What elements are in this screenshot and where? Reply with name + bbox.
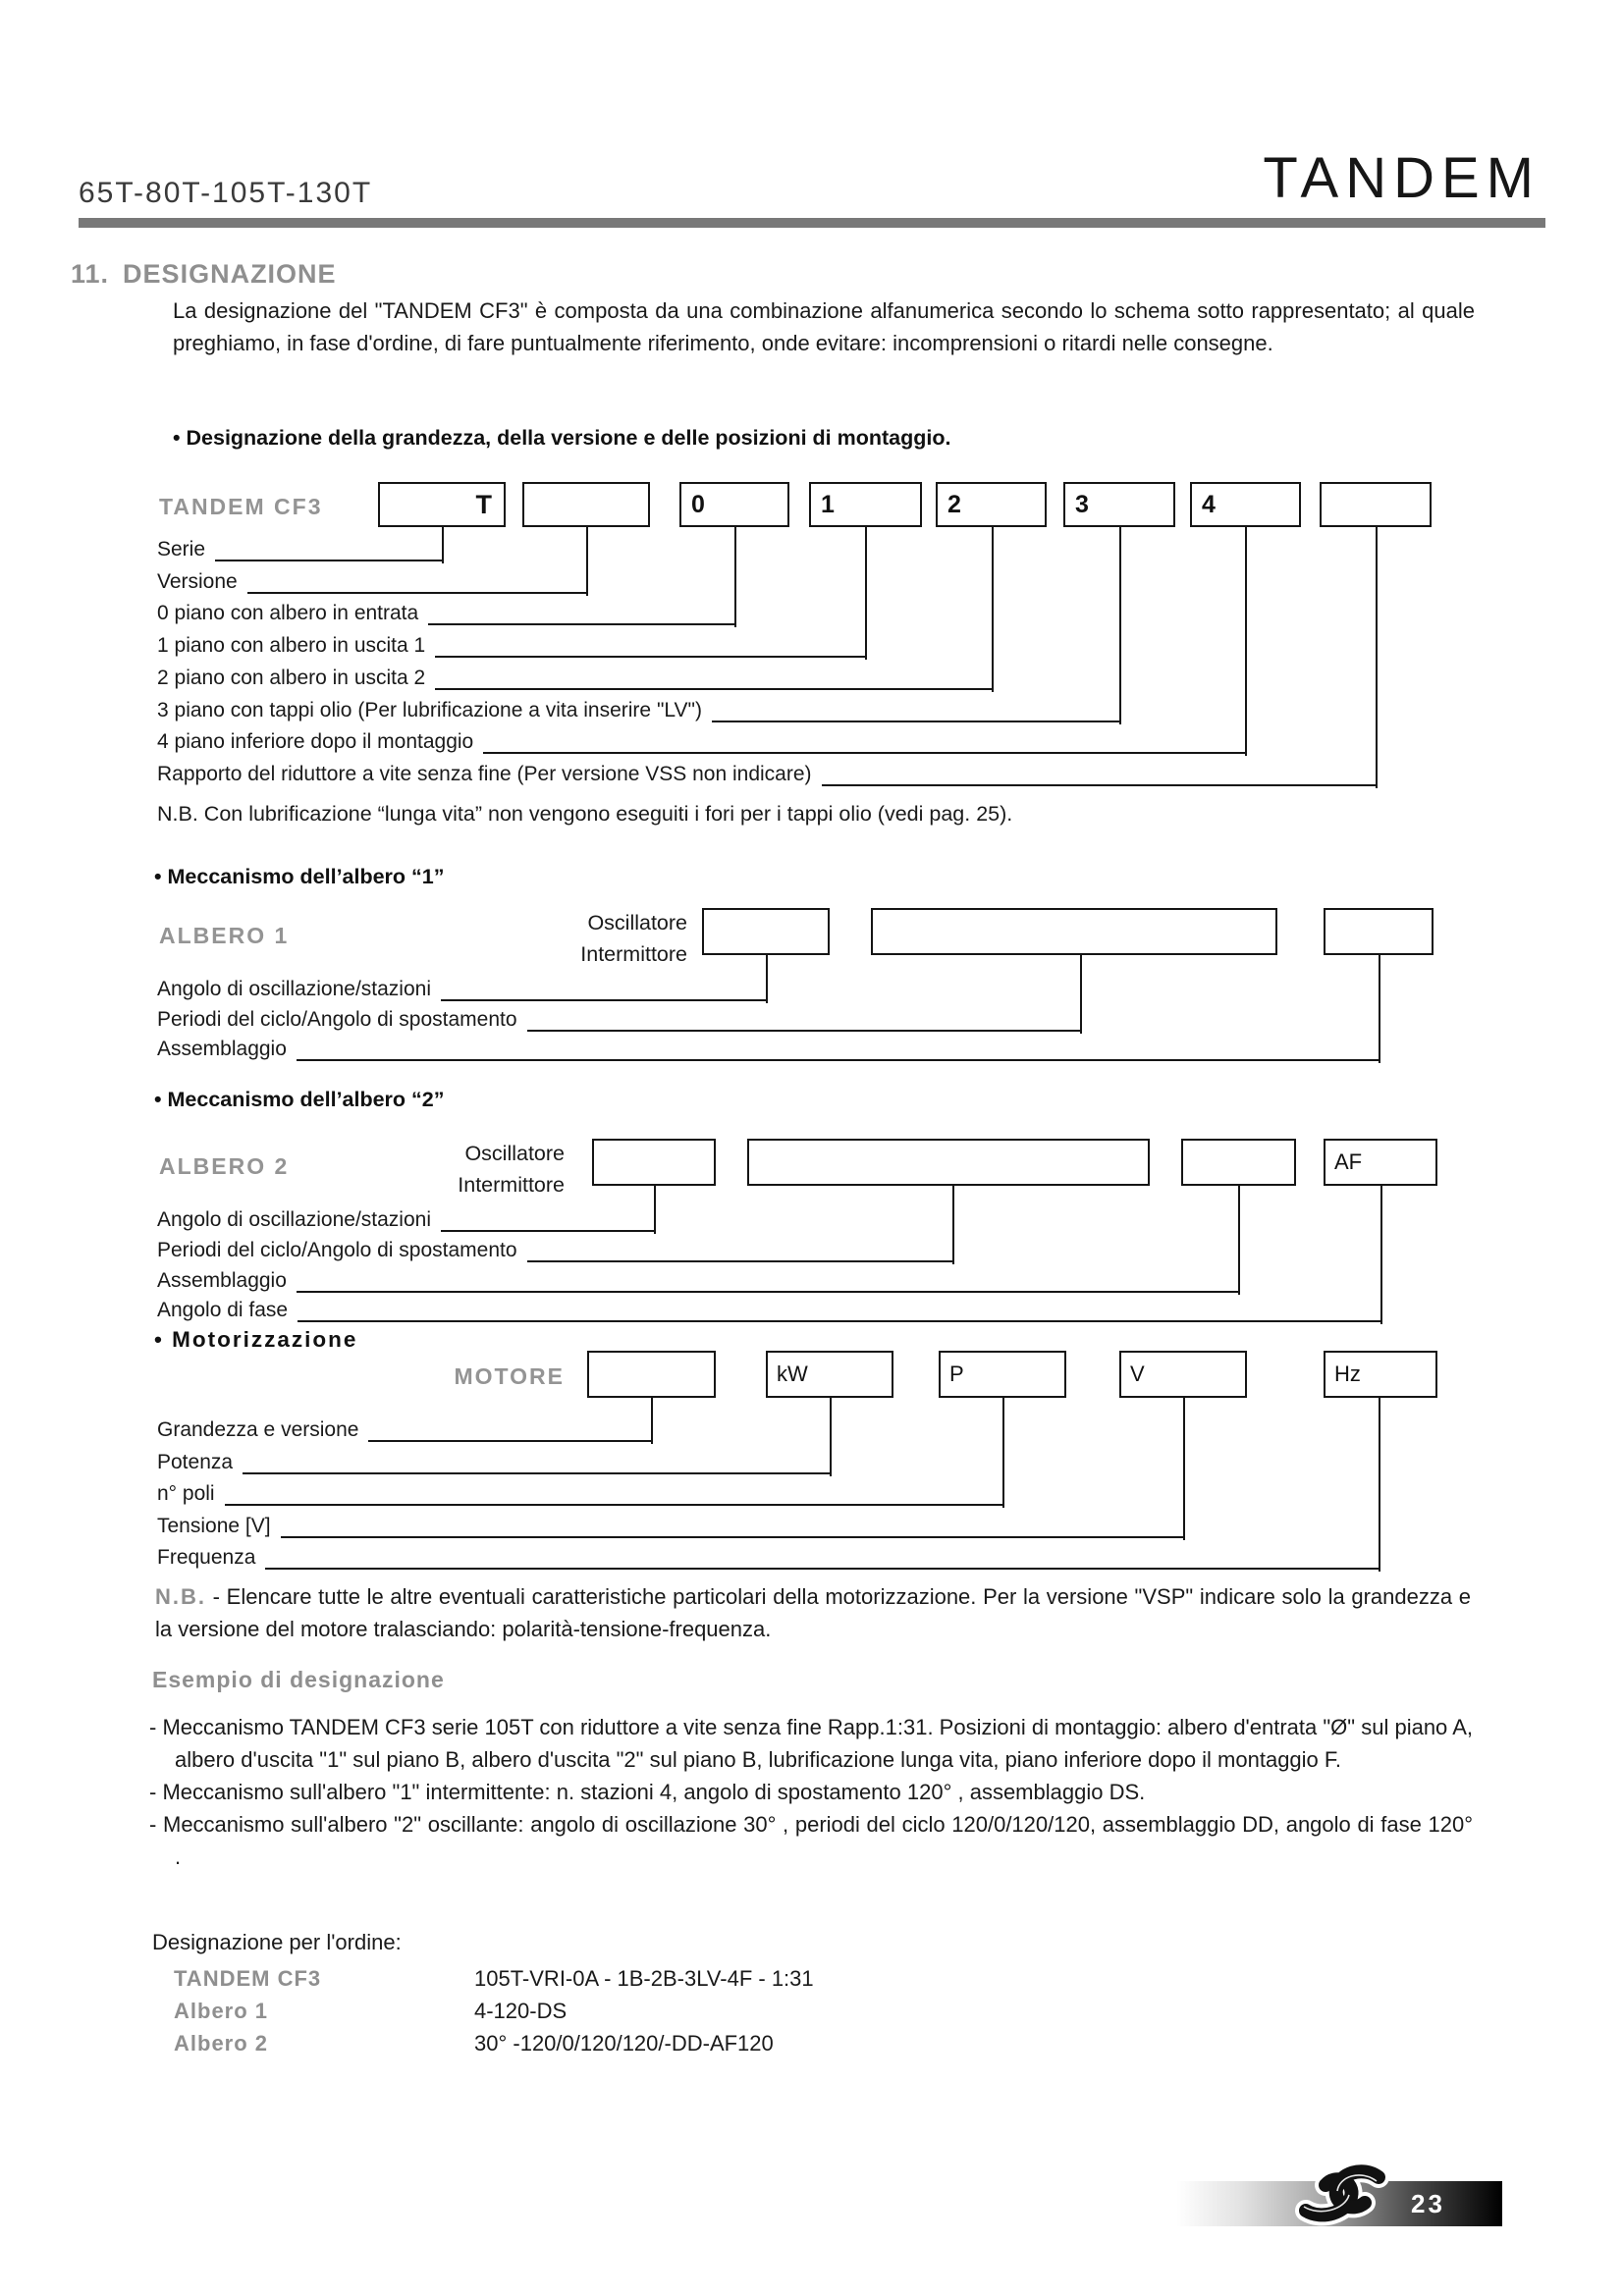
order-row-label-tandem: TANDEM CF3 (174, 1966, 322, 1991)
example-item-1: - Meccanismo TANDEM CF3 serie 105T con riduttore a vite senza fine Rapp.1:31. Posizioni di montaggio: albero d'entrata "Ø" sul piano A, albero d'uscita "1" sul piano B, albero d'uscita "2" sul piano B, lubrificazione lunga vita, piano inferiore dopo il montaggio F. (149, 1715, 1473, 1772)
note-lubrificazione: N.B. Con lubrificazione “lunga vita” non vengono eseguiti i fori per i tappi olio (vedi pag. 25). (157, 802, 1013, 826)
connector-vline (992, 527, 994, 692)
designation-row-piano3 (157, 699, 1121, 724)
selector-oscillatore: Oscillatore (464, 1142, 565, 1165)
albero1-box-assemblaggio (1324, 908, 1434, 955)
designation-row-piano1 (157, 634, 867, 660)
code-box-piano-0: 0 (679, 482, 789, 527)
header-brand-title: TANDEM (1263, 146, 1541, 210)
row-label: Assemblaggio (157, 1269, 287, 1292)
connector-hline (297, 1269, 1240, 1293)
nb-prefix: N.B. (155, 1584, 206, 1609)
albero2-label: ALBERO 2 (159, 1153, 290, 1179)
connector-hline (435, 634, 867, 658)
albero2-box-angolo (592, 1139, 716, 1186)
order-row-value-albero2: 30° -120/0/120/120/-DD-AF120 (474, 2031, 774, 2056)
connector-vline (1119, 527, 1121, 724)
motore-row-tensione (157, 1515, 1185, 1540)
row-label: 1 piano con albero in uscita 1 (157, 634, 426, 657)
motore-box-poli: P (939, 1351, 1066, 1398)
order-row-value-albero1: 4-120-DS (474, 1999, 568, 2023)
designation-row-piano0 (157, 602, 736, 627)
connector-vline (1080, 955, 1082, 1034)
connector-hline (265, 1546, 1380, 1570)
row-label: 4 piano inferiore dopo il montaggio (157, 730, 474, 753)
bullet-albero1: • Meccanismo dell’albero “1” (154, 865, 445, 888)
row-label: Grandezza e versione (157, 1418, 359, 1441)
connector-vline (1002, 1398, 1004, 1508)
row-label: 3 piano con tappi olio (Per lubrificazione a vita inserire "LV") (157, 699, 702, 721)
section-number: 11. (71, 259, 110, 289)
code-box-piano-2: 2 (936, 482, 1047, 527)
albero1-row-periodi (157, 1008, 1082, 1034)
albero1-box-periodi (871, 908, 1277, 955)
row-label: Angolo di fase (157, 1299, 289, 1321)
motore-row-frequenza (157, 1546, 1380, 1572)
order-row-label-albero2: Albero 2 (174, 2031, 269, 2056)
connector-hline (368, 1418, 653, 1442)
connector-vline (734, 527, 736, 627)
code-box-serie: T (378, 482, 506, 527)
row-label: Tensione [V] (157, 1515, 271, 1537)
connector-vline (1379, 955, 1380, 1063)
albero1-box-angolo (702, 908, 830, 955)
connector-hline (822, 763, 1378, 786)
header-model-range: 65T-80T-105T-130T (79, 177, 373, 209)
bullet-motorizzazione: • Motorizzazione (154, 1327, 358, 1352)
connector-vline (766, 955, 768, 1003)
motore-box-tensione: V (1119, 1351, 1247, 1398)
selector-intermittore: Intermittore (458, 1173, 565, 1197)
code-box-versione (522, 482, 650, 527)
note-motorizzazione (155, 1580, 1471, 1645)
row-label: Versione (157, 570, 238, 593)
connector-vline (1380, 1186, 1382, 1324)
example-item-2: - Meccanismo sull'albero "1" intermittente: n. stazioni 4, angolo di spostamento 120° , assemblaggio DS. (149, 1780, 1146, 1804)
albero2-selector (319, 1138, 565, 1201)
row-label: Periodi del ciclo/Angolo di spostamento (157, 1008, 517, 1031)
bullet-designazione: • Designazione della grandezza, della versione e delle posizioni di montaggio. (173, 426, 951, 450)
row-label: Frequenza (157, 1546, 256, 1569)
albero2-row-periodi (157, 1239, 954, 1264)
selector-oscillatore: Oscillatore (587, 911, 687, 934)
connector-hline (441, 978, 768, 1001)
designation-row-piano2 (157, 667, 994, 692)
order-row-value-tandem: 105T-VRI-0A - 1B-2B-3LV-4F - 1:31 (474, 1966, 814, 1991)
intro-paragraph: La designazione del "TANDEM CF3" è composta da una combinazione alfanumerica secondo lo schema sotto rappresentato; al quale preghiamo, in fase d'ordine, di fare puntualmente riferimento, onde evitare: incomprensioni o ritardi nelle consegne. (173, 298, 1475, 355)
motore-box-grandezza (587, 1351, 716, 1398)
selector-intermittore: Intermittore (580, 942, 687, 966)
motore-label: MOTORE (454, 1363, 565, 1389)
designation-row-rapporto (157, 763, 1378, 788)
connector-vline (1238, 1186, 1240, 1295)
connector-vline (442, 527, 444, 563)
connector-hline (712, 699, 1121, 722)
connector-hline (281, 1515, 1185, 1538)
row-label: Serie (157, 538, 206, 561)
connector-vline (586, 527, 588, 596)
connector-vline (1376, 527, 1378, 788)
code-box-piano-1: 1 (809, 482, 922, 527)
albero2-box-assemblaggio (1181, 1139, 1296, 1186)
bullet-albero2: • Meccanismo dell’albero “2” (154, 1088, 445, 1111)
row-label: Angolo di oscillazione/stazioni (157, 978, 431, 1000)
section-name: DESIGNAZIONE (123, 259, 337, 289)
connector-vline (865, 527, 867, 660)
motore-box-potenza: kW (766, 1351, 893, 1398)
albero1-row-angolo (157, 978, 768, 1003)
albero1-label: ALBERO 1 (159, 923, 290, 948)
row-label: n° poli (157, 1482, 215, 1505)
brand-logo (1288, 2156, 1396, 2230)
albero1-row-assemblaggio (157, 1038, 1380, 1063)
row-label: 2 piano con albero in uscita 2 (157, 667, 426, 689)
connector-vline (952, 1186, 954, 1264)
row-label: Potenza (157, 1451, 234, 1473)
motore-box-frequenza: Hz (1324, 1351, 1437, 1398)
designation-row-piano4 (157, 730, 1247, 756)
albero2-box-periodi (747, 1139, 1150, 1186)
example-title: Esempio di designazione (152, 1667, 445, 1692)
row-label: Periodi del ciclo/Angolo di spostamento (157, 1239, 517, 1261)
nb-text: - Elencare tutte le altre eventuali caratteristiche particolari della motorizzazione. Per la versione "VSP" indicare solo la grandezza e la versione del motore tralasciando: polarità-tensione-frequenza. (155, 1584, 1471, 1641)
connector-vline (1183, 1398, 1185, 1540)
albero1-selector (442, 907, 687, 970)
code-box-rapporto (1320, 482, 1432, 527)
page-number: 23 (1411, 2189, 1445, 2218)
designation-row-versione (157, 570, 588, 596)
motore-row-grandezza (157, 1418, 653, 1444)
designation-row-serie (157, 538, 444, 563)
connector-hline (441, 1208, 656, 1232)
connector-vline (1245, 527, 1247, 756)
albero2-row-assemblaggio (157, 1269, 1240, 1295)
connector-hline (297, 1038, 1380, 1061)
connector-hline (298, 1299, 1382, 1322)
connector-vline (1379, 1398, 1380, 1572)
connector-vline (654, 1186, 656, 1234)
motore-row-potenza (157, 1451, 832, 1476)
example-list (149, 1711, 1473, 1873)
connector-hline (243, 1451, 832, 1474)
albero2-box-angolo-fase: AF (1324, 1139, 1437, 1186)
connector-hline (435, 667, 994, 690)
code-box-piano-4: 4 (1190, 482, 1301, 527)
connector-hline (247, 570, 588, 594)
order-title: Designazione per l'ordine: (152, 1930, 402, 1954)
example-item-3: - Meccanismo sull'albero "2" oscillante: angolo di oscillazione 30° , periodi del ciclo 120/0/120/120, assemblaggio DD, angolo di fase 120° . (149, 1812, 1473, 1869)
order-row-label-albero1: Albero 1 (174, 1999, 269, 2023)
connector-vline (830, 1398, 832, 1476)
diagram1-label: TANDEM CF3 (159, 494, 323, 519)
row-label: 0 piano con albero in entrata (157, 602, 419, 624)
connector-hline (527, 1008, 1082, 1032)
connector-hline (225, 1482, 1004, 1506)
albero2-row-angolo (157, 1208, 656, 1234)
connector-hline (527, 1239, 954, 1262)
connector-hline (483, 730, 1247, 754)
row-label: Assemblaggio (157, 1038, 287, 1060)
connector-hline (215, 538, 444, 561)
section-title (71, 259, 337, 290)
row-label: Rapporto del riduttore a vite senza fine (Per versione VSS non indicare) (157, 763, 812, 785)
motore-row-poli (157, 1482, 1004, 1508)
header-rule (79, 218, 1545, 228)
code-box-piano-3: 3 (1063, 482, 1175, 527)
row-label: Angolo di oscillazione/stazioni (157, 1208, 431, 1231)
connector-vline (651, 1398, 653, 1444)
connector-hline (428, 602, 736, 625)
albero2-row-angolo-fase (157, 1299, 1382, 1324)
